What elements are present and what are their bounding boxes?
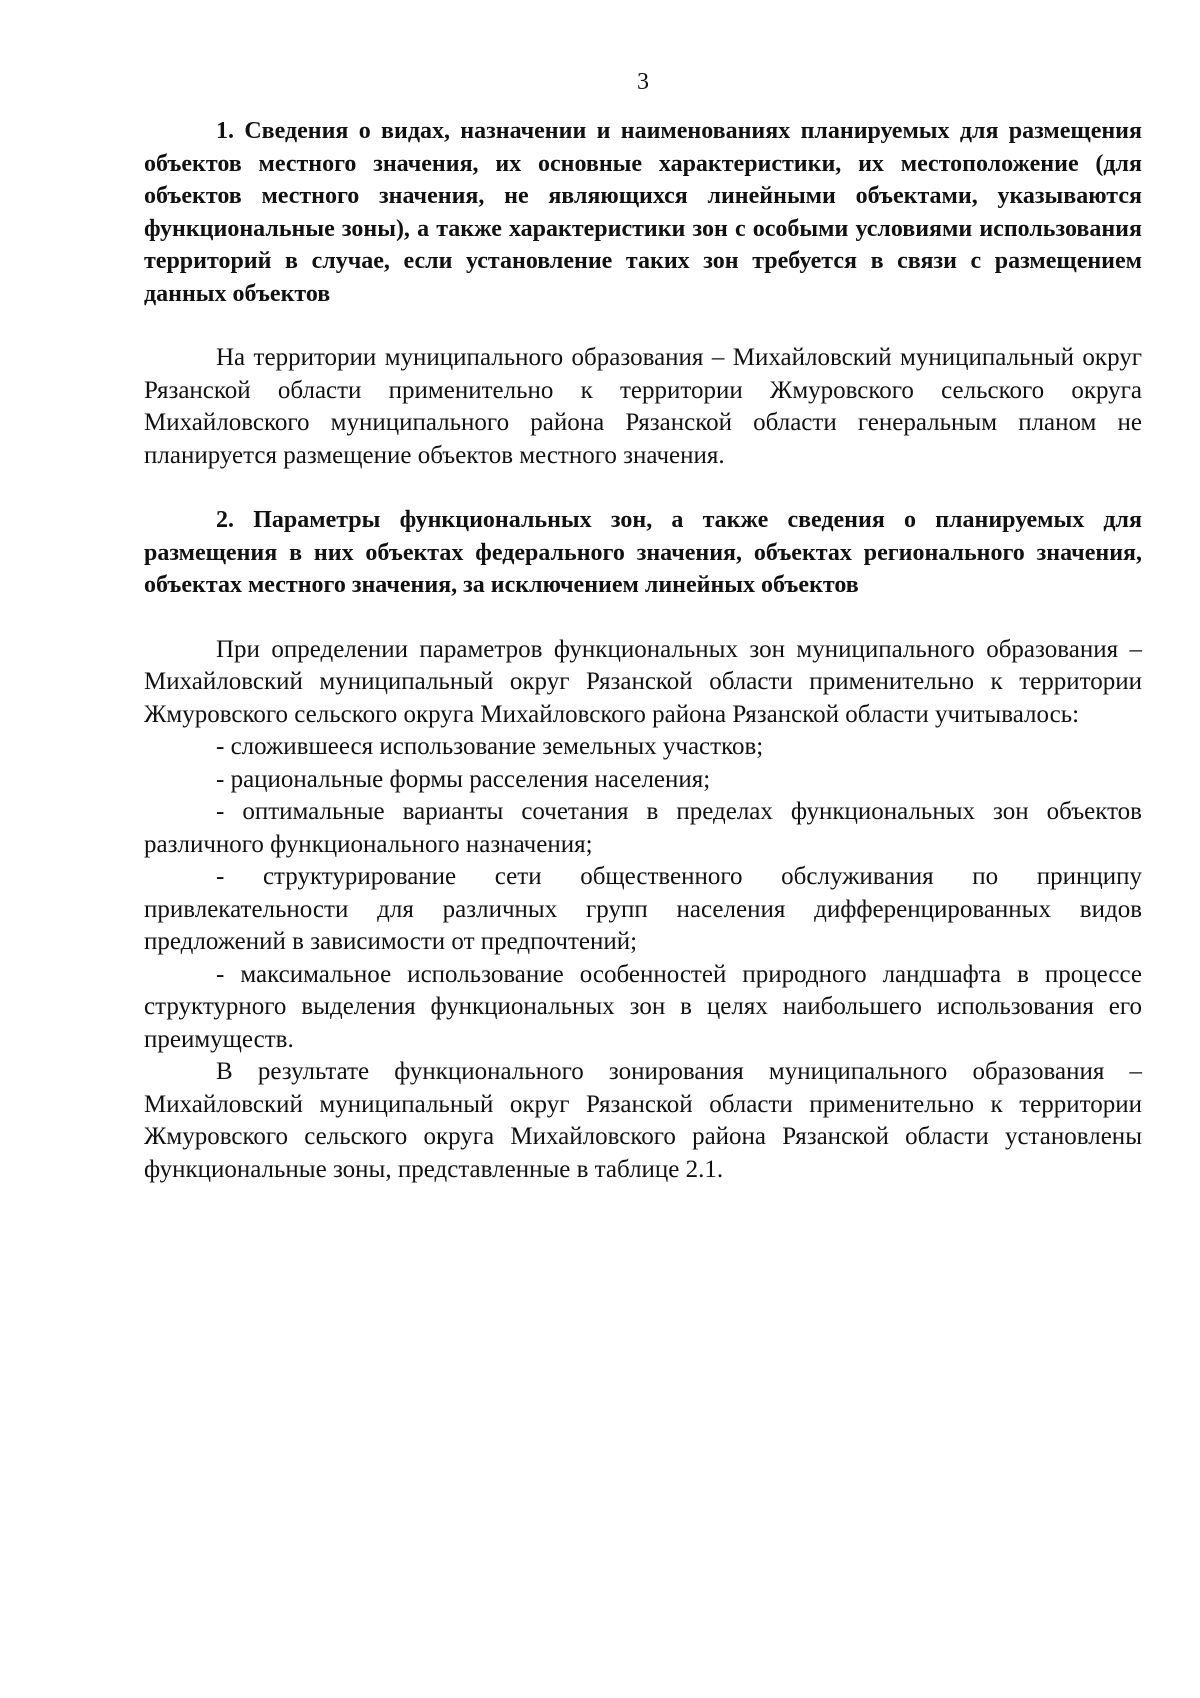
section-2-conclusion: В результате функционального зонирования муниципального образования – Михайловский муниципальный округ Рязанской области применительно к территории Жмуровского сельского округа Михайловского района Рязанской области установлены функциональные зоны, представленные в таблице 2.1. — [144, 1058, 1142, 1183]
page-content — [144, 115, 1142, 1186]
page-number: 3 — [637, 69, 649, 95]
section-1-heading: 1. Сведения о видах, назначении и наименованиях планируемых для размещения объектов местного значения, их основные характеристики, их местоположение (для объектов местного значения, не являющихся линейными объектами, указываются функциональные зоны), а также характеристики зон с особыми условиями использования территорий в случае, если установление таких зон требуется в связи с размещением данных объектов — [144, 118, 1142, 307]
section-1-paragraph: На территории муниципального образования – Михайловский муниципальный округ Рязанской области применительно к территории Жмуровского сельского округа Михайловского муниципального района Рязанской области генеральным планом не планируется размещение объектов местного значения. — [144, 344, 1142, 469]
list-item: - сложившееся использование земельных участков; — [216, 733, 764, 760]
list-item: - структурирование сети общественного обслуживания по принципу привлекательности для различных групп населения дифференцированных видов предложений в зависимости от предпочтений; — [144, 863, 1142, 955]
section-2-heading: 2. Параметры функциональных зон, а также сведения о планируемых для размещения в них объектах федерального значения, объектах регионального значения, объектах местного значения, за исключением линейных объектов — [144, 507, 1142, 598]
list-item: - оптимальные варианты сочетания в пределах функциональных зон объектов различного функционального назначения; — [144, 798, 1142, 858]
list-item: - максимальное использование особенностей природного ландшафта в процессе структурного выделения функциональных зон в целях наибольшего использования его преимуществ. — [144, 960, 1142, 1053]
section-2-intro: При определении параметров функциональных зон муниципального образования – Михайловский муниципальный округ Рязанской области применительно к территории Жмуровского сельского округа Михайловского района Рязанской области учитывалось: — [144, 635, 1142, 728]
list-item: - рациональные формы расселения населения; — [216, 765, 711, 793]
